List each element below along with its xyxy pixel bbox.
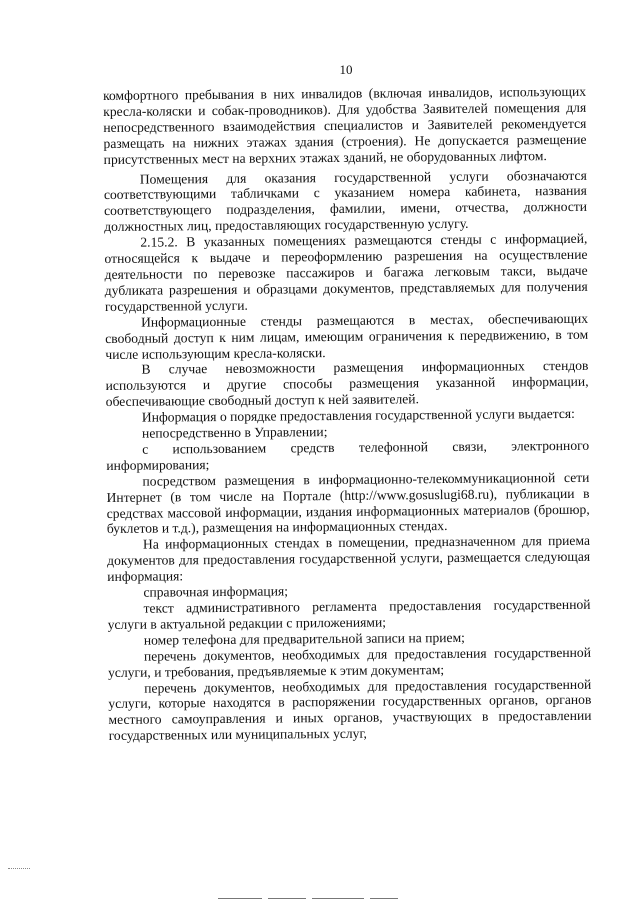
paragraph-stands-access: Информационные стенды размещаются в местах, обеспечивающих свободный доступ к ним лицам, имеющим ограничения к передвижению, в том числе использующим кресла-коляски. bbox=[105, 310, 589, 362]
list-item-directly: непосредственно в Управлении; bbox=[141, 424, 328, 441]
paragraph-other-methods: В случае невозможности размещения информационных стендов используются и другие способы размещения указанной информации, обеспечивающие свободный доступ к ней заявителей. bbox=[105, 358, 589, 410]
list-item-reference-info: справочная информация; bbox=[143, 583, 289, 600]
list-item-phone-number: номер телефона для предварительной записи на прием; bbox=[143, 629, 465, 648]
paragraph-info-issued: Информация о порядке предоставления государственной услуги выдается: bbox=[141, 406, 575, 425]
scan-artifact-bottom bbox=[268, 898, 306, 899]
page-number: 10 bbox=[339, 62, 353, 77]
document-body bbox=[103, 84, 592, 744]
paragraph-continuation: комфортного пребывания в них инвалидов (включая инвалидов, использующих кресла-коляски и собак-проводников). Для удобства Заявителей помещения для непосредственного взаимодействия специалистов и Заявителей рекомендуется размещать на нижних этажах здания (строения). Не допускается размещение присутственных мест на верхних этажах зданий, не оборудованных лифтом. bbox=[103, 83, 587, 167]
paragraph-signage: Помещения для оказания государственной услуги обозначаются соответствующими табличками с указанием номера кабинета, названия соответствующего подразделения, фамилии, имени, отчества, должности должностных лиц, предоставляющих государственную услугу. bbox=[103, 167, 588, 235]
scan-artifact-bottom bbox=[312, 898, 364, 899]
list-item-telephone: с использованием средств телефонной связи, электронного информирования; bbox=[106, 437, 590, 473]
list-item-regulation-text: текст административного регламента предоставления государственной услуги в актуальной редакции с приложениями; bbox=[107, 596, 591, 632]
scan-artifact-bottom bbox=[370, 898, 398, 899]
list-item-internet: посредством размещения в информационно-телекоммуникационной сети Интернет (в том числе на Портале (http://www.gosuslugi68.ru), публикации в средствах массовой информации, издания информационных материалов (брошюр, буклетов и т.д.), размещения на информационных стендах. bbox=[106, 469, 590, 537]
list-item-documents-held: перечень документов, необходимых для предоставления государственной услуги, которые находятся в распоряжении государственных органов, органов местного самоуправления и иных органов, участвующих в предоставлении государственных или муниципальных услуг, bbox=[108, 676, 592, 744]
scan-artifact-left bbox=[8, 868, 30, 871]
scan-artifact-bottom bbox=[218, 898, 262, 899]
list-item-documents-required: перечень документов, необходимых для предоставления государственной услуги, и требования, предъявляемые к этим документам; bbox=[108, 644, 592, 680]
paragraph-stands-info: На информационных стендах в помещении, предназначенном для приема документов для предоставления государственной услуги, размещается следующая информация: bbox=[107, 533, 591, 585]
paragraph-2-15-2: 2.15.2. В указанных помещениях размещаются стенды с информацией, относящейся к выдаче и переоформлению разрешения на осуществление деятельности по перевозке пассажиров и багажа легковым такси, выдаче дубликата разрешения и образцами документов, представляемых для получения государственной услуги. bbox=[104, 230, 588, 314]
